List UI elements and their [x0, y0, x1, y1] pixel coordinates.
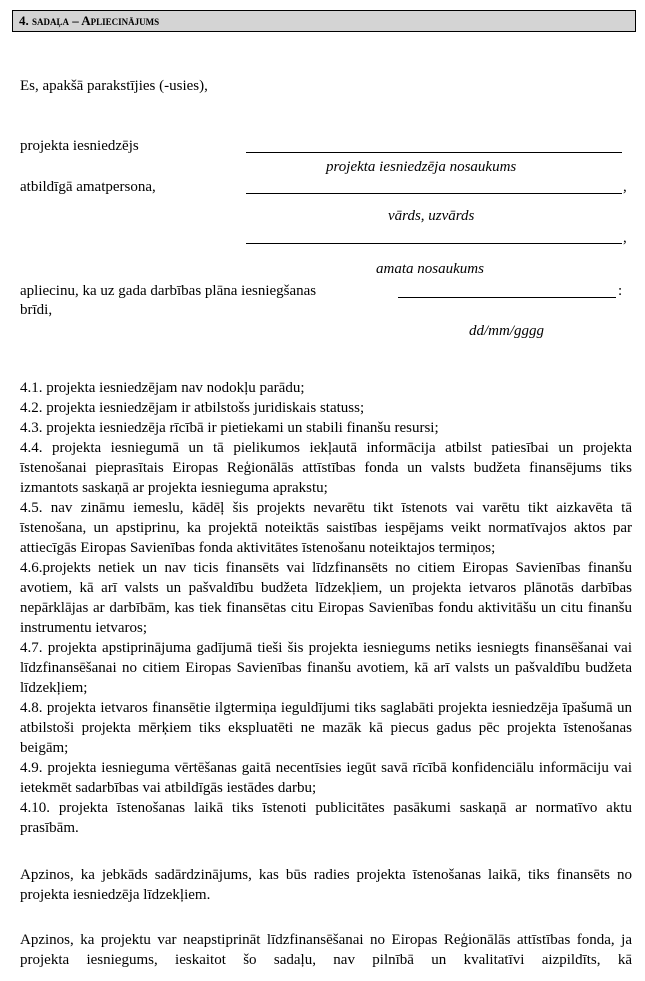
applicant-caption: projekta iesniedzēja nosaukums [326, 159, 517, 175]
official-comma: , [623, 179, 627, 195]
official-label: atbildīgā amatpersona, [20, 179, 156, 195]
date-caption: dd/mm/gggg [469, 323, 544, 339]
statement-item-4-6: 4.6.projekts netiek un nav ticis finansēts vai līdzfinansēts no citiem Eiropas Savienības finanšu avotiem, kā arī valsts un pašvaldību budžeta līdzekļiem, un projekta ietvaros plānotās darbības nepārklājas ar darbībām, kas tiek finansētas citu Eiropas Savienības fondu aktivitāšu un citu finanšu instrumentu ietvaros; [20, 560, 632, 636]
statement-item-4-1: 4.1. projekta iesniedzējam nav nodokļu parādu; [20, 380, 305, 396]
statement-item-4-10: 4.10. projekta īstenošanas laikā tiks īstenoti publicitātes pasākumi saskaņā ar normatīvo aktu prasībām. [20, 800, 632, 836]
statement-item-4-9: 4.9. projekta iesnieguma vērtēšanas gaitā necentīsies iegūt savā rīcībā konfidenciālu informāciju vai ietekmēt sadarbības vai atbildīgās iestādes darbu; [20, 760, 632, 796]
statement-item-4-2: 4.2. projekta iesniedzējam ir atbilstošs juridiskais statuss; [20, 400, 365, 416]
applicant-name-line[interactable] [246, 152, 622, 153]
certify-colon: : [618, 283, 623, 299]
position-line[interactable] [246, 243, 622, 244]
date-line[interactable] [398, 297, 616, 298]
statement-list [20, 378, 632, 838]
statement-item-4-5: 4.5. nav zināmu iemeslu, kādēļ šis projekts nevarētu tikt īstenots vai varētu tikt aizkavēta tā īstenošana, un apstiprinu, ka projektā noteiktās saistības iespējams veikt normatīvajos aktos par attiecīgās Eiropas Savienības fonda aktivitātes īstenošanu noteiktajos termiņos; [20, 500, 632, 556]
position-caption: amata nosaukums [376, 261, 484, 277]
statement-item-4-7: 4.7. projekta apstiprinājuma gadījumā tieši šis projekta iesniegums netiks iesniegts finansēšanai vai līdzfinansēšanai no citiem Eiropas Savienības finanšu avotiem, kā arī valsts un pašvaldību budžeta līdzekļiem; [20, 640, 632, 696]
closing-text-2: Apzinos, ka projektu var neapstiprināt līdzfinansēšanai no Eiropas Reģionālās attīstības fonda, ja projekta iesniegums, ieskaitot šo sadaļu, nav pilnībā un kvalitatīvi aizpildīts, kā [20, 932, 632, 968]
statement-item-4-3: 4.3. projekta iesniedzēja rīcībā ir pietiekami un stabili finanšu resursi; [20, 420, 439, 436]
applicant-label: projekta iesniedzējs [20, 138, 139, 154]
statement-item-4-8: 4.8. projekta ietvaros finansētie ilgtermiņa ieguldījumi tiks saglabāti projekta iesniedzēja īpašumā un atbilstoši projekta mērķiem tiks ekspluatēti ne mazāk kā piecus gadus pēc projekta īstenošanas beigām; [20, 700, 632, 756]
closing-paragraph-1 [20, 865, 632, 905]
name-caption: vārds, uzvārds [388, 208, 475, 224]
closing-text-1: Apzinos, ka jebkāds sadārdzinājums, kas būs radies projekta īstenošanas laikā, tiks finansēts no projekta iesniedzēja līdzekļiem. [20, 867, 632, 903]
certify-label-1: apliecinu, ka uz gada darbības plāna iesniegšanas [20, 283, 317, 299]
statement-item-4-4: 4.4. projekta iesniegumā un tā pielikumos iekļautā informācija atbilst patiesībai un projekta īstenošanai pieprasītais Eiropas Reģionālās attīstības fonda un valsts budžeta finansējums tiks izmantots saskaņā ar projekta iesnieguma aprakstu; [20, 440, 632, 496]
position-comma: , [623, 230, 627, 246]
official-name-line[interactable] [246, 193, 622, 194]
intro-text: Es, apakšā parakstījies (-usies), [20, 78, 208, 94]
closing-paragraph-2 [20, 930, 632, 970]
certify-label-2: brīdi, [20, 302, 53, 318]
section-header: 4. sadaļa – Apliecinājums [12, 10, 636, 32]
